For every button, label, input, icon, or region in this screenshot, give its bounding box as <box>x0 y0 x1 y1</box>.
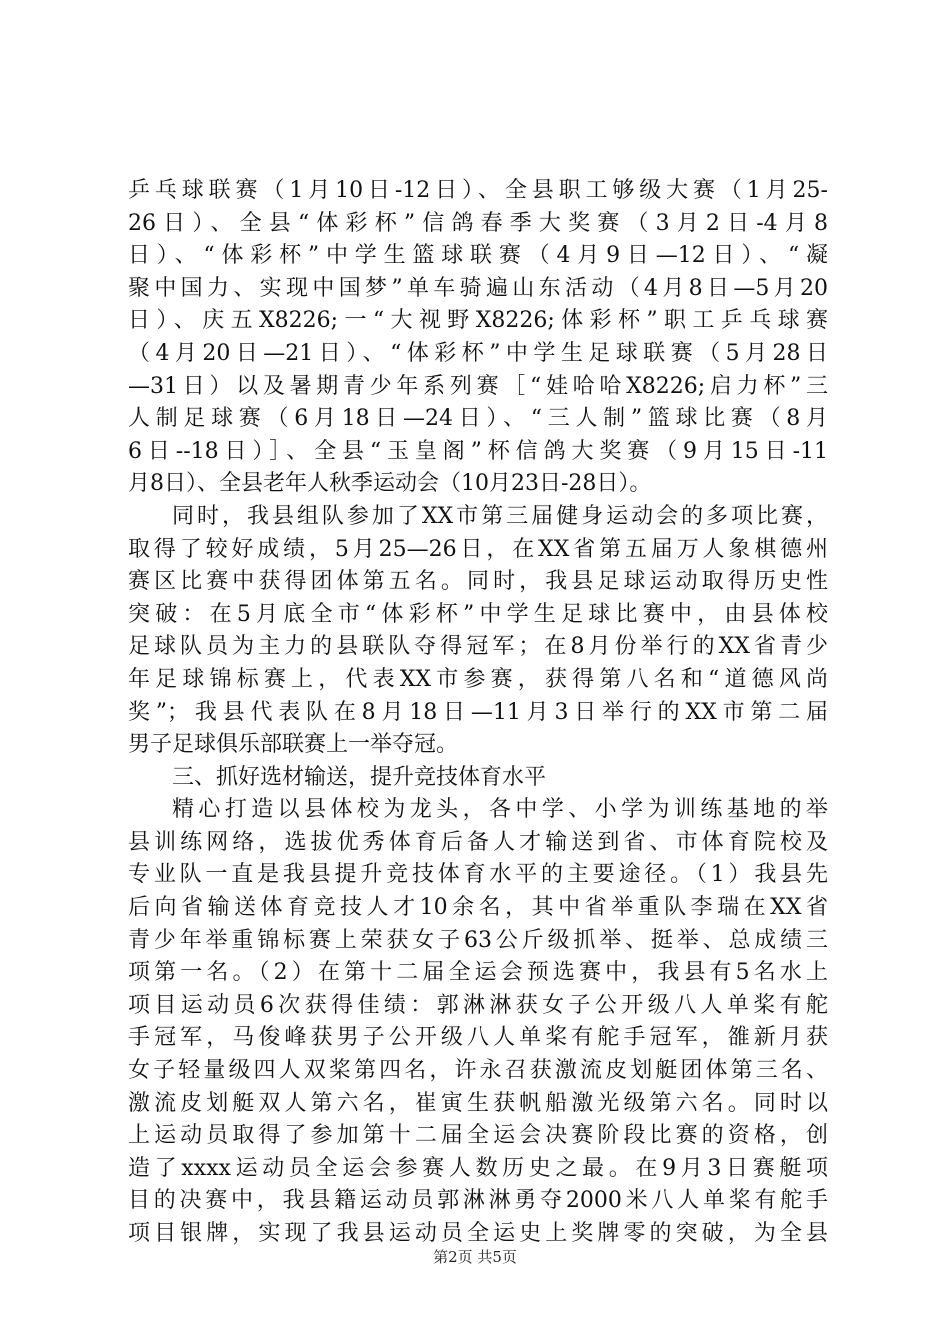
text-line: 月8日）、全县老年人秋季运动会（10月23日-28日）。 <box>128 471 652 497</box>
section-heading: 三、抓好选材输送，提升竞技体育水平 <box>172 764 547 790</box>
text-line: 上运动员取得了参加第十二届全运会决赛阶段比赛的资格，创 <box>128 1123 828 1149</box>
text-line: 专业队一直是我县提升竞技体育水平的主要途径。（1）我县先 <box>128 862 828 888</box>
text-line: 女子轻量级四人双桨第四名，许永召获激流皮划艇团体第三名、 <box>128 1058 828 1084</box>
text-line: 手冠军，马俊峰获男子公开级八人单桨有舵手冠军，雒新月获 <box>128 1025 828 1051</box>
text-line: 聚中国力、实现中国梦”单车骑遍山东活动（4月8日—5月20 <box>128 275 828 301</box>
text-line: 突破：在5月底全市“体彩杯”中学生足球比赛中，由县体校 <box>128 601 828 627</box>
text-line: 乒乓球联赛（1月10日-12日）、全县职工够级大赛（1月25- <box>128 178 828 203</box>
text-line: 造了xxxx运动员全运会参赛人数历史之最。在9月3日赛艇项 <box>128 1155 828 1181</box>
text-line: 足球队员为主力的县联队夺得冠军；在8月份举行的XX省青少 <box>128 634 828 660</box>
text-line: 项目运动员6次获得佳绩：郭淋淋获女子公开级八人单桨有舵 <box>128 992 828 1018</box>
text-line: 赛区比赛中获得团体第五名。同时，我县足球运动取得历史性 <box>128 569 828 595</box>
body-text <box>128 175 828 1251</box>
text-line: 6日--18日）］、全县“玉皇阁”杯信鸽大奖赛（9月15日-11 <box>128 438 828 464</box>
text-line: 青少年举重锦标赛上荣获女子63公斤级抓举、挺举、总成绩三 <box>128 927 828 953</box>
text-line: —31日）以及暑期青少年系列赛［“娃哈哈X8226;启力杯”三 <box>128 373 828 399</box>
text-line: 日）、“体彩杯”中学生篮球联赛（4月9日—12日）、“凝 <box>128 243 828 269</box>
text-line: 人制足球赛（6月18日—24日）、“三人制”篮球比赛（8月 <box>128 406 828 432</box>
text-line: 取得了较好成绩，5月25—26日，在XX省第五届万人象棋德州 <box>128 536 828 562</box>
text-line: （4月20日—21日）、“体彩杯”中学生足球联赛（5月28日 <box>128 340 828 366</box>
text-line: 县训练网络，选拔优秀体育后备人才输送到省、市体育院校及 <box>128 829 828 855</box>
text-line: 精心打造以县体校为龙头，各中学、小学为训练基地的举 <box>172 797 828 823</box>
text-line: 后向省输送体育竞技人才10余名，其中省举重队李瑞在XX省 <box>128 895 828 921</box>
text-line: 年足球锦标赛上，代表XX市参赛，获得第八名和“道德风尚 <box>128 666 828 692</box>
text-line: 项第一名。（2）在第十二届全运会预选赛中，我县有5名水上 <box>128 960 828 986</box>
text-line: 男子足球俱乐部联赛上一举夺冠。 <box>128 732 459 758</box>
text-line: 奖”；我县代表队在8月18日—11月3日举行的XX市第二届 <box>128 699 828 725</box>
text-line: 同时，我县组队参加了XX市第三届健身运动会的多项比赛， <box>172 503 828 529</box>
text-line: 项目银牌，实现了我县运动员全运史上奖牌零的突破，为全县 <box>128 1221 828 1246</box>
text-line: 激流皮划艇双人第六名，崔寅生获帆船激光级第六名。同时以 <box>128 1090 828 1116</box>
text-line: 26日）、全县“体彩杯”信鸽春季大奖赛（3月2日-4月8 <box>128 210 828 236</box>
text-line: 日）、庆五X8226;一“大视野X8226;体彩杯”职工乒乓球赛 <box>128 308 828 334</box>
page-number-footer: 第2页 共5页 <box>433 1248 517 1266</box>
text-line: 目的决赛中，我县籍运动员郭淋淋勇夺2000米八人单桨有舵手 <box>128 1188 828 1214</box>
